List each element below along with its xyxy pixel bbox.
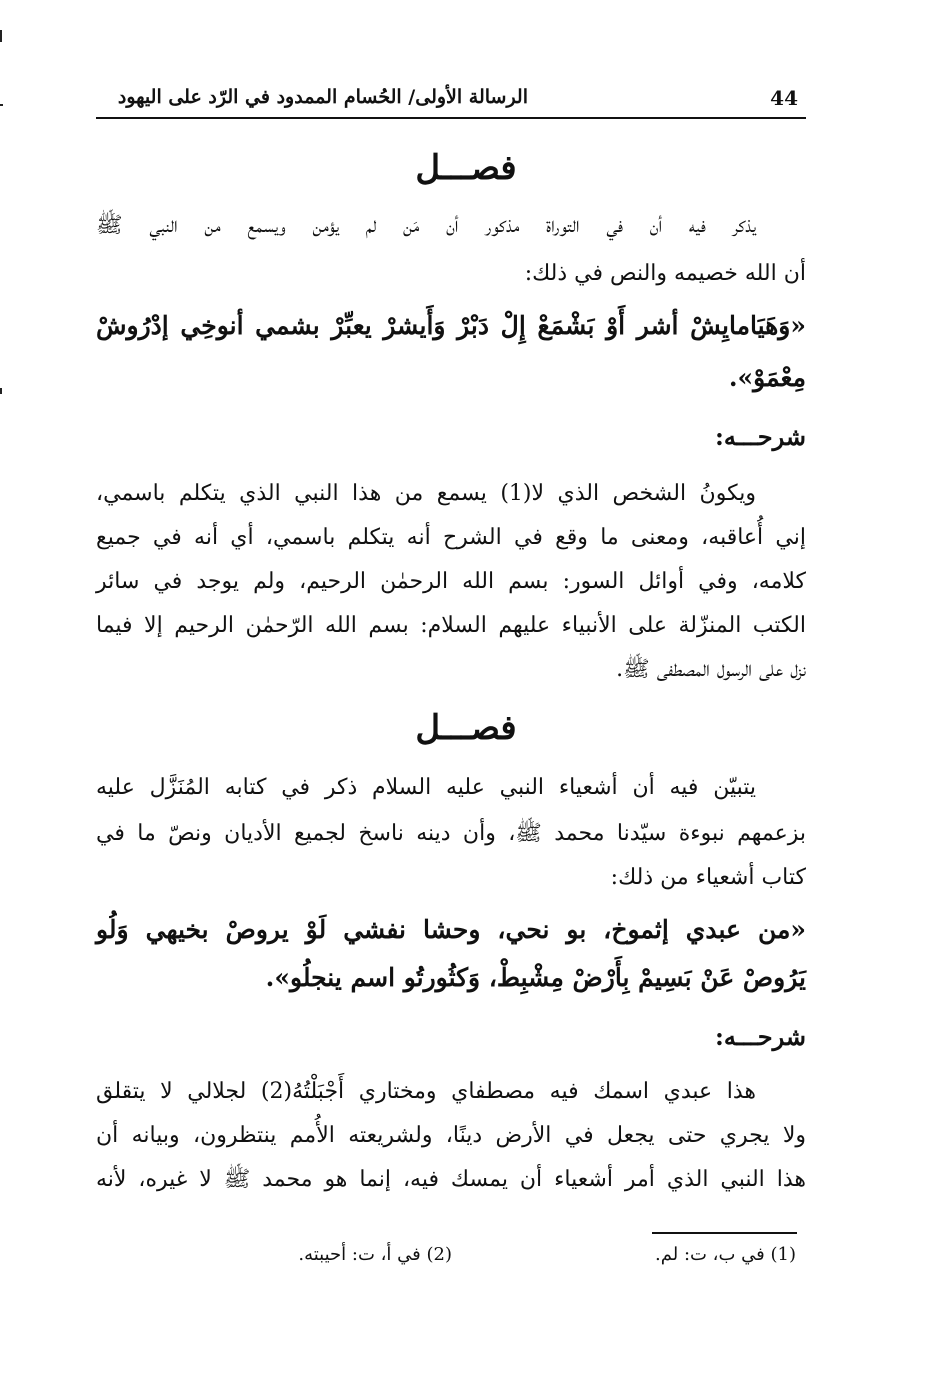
body-line: يذكر فيه أن في التوراة مذكور أن مَن لم يؤمن ويسمع من النبي ﷺ: [96, 213, 756, 238]
scan-edge-mark: [0, 104, 3, 106]
body-line: ولا يجري حتى يجعل في الأرض دينًا، ولشريعته الأُمم ينتظرون، وبيانه أن: [96, 1123, 806, 1148]
section-heading: فصـــل: [415, 148, 517, 188]
body-line: نزل على الرسول المصطفى ﷺ.: [616, 657, 806, 682]
header-rule: [96, 117, 806, 119]
body-line: الكتب المنزّلة على الأنبياء عليهم السلام: بسم الله الرّحمٰن الرحيم إلا فيما: [96, 613, 806, 638]
body-line: هذا النبي الذي أمر أشعياء أن يمسك فيه، إنما هو محمد ﷺ لا غيره، لأنه: [96, 1167, 806, 1192]
sharh-label: شرحـــه:: [714, 422, 806, 451]
quote-line: «من عبدي إثموخ، بو نحي، وحشا نفشي لَوْ يروصْ بخيهي وَلُو: [96, 915, 806, 944]
quote-line: يَرُوصْ عَنْ بَسِيمْ بِأَرْضْ مِشْبِطْ، وَكثُورتُو اسم ينجلُو».: [265, 963, 806, 992]
body-line: هذا عبدي اسمك فيه مصطفاي ومختاري أَجْبَلْتُهُ(2) لجلالي لا يتقلق: [96, 1079, 756, 1104]
footnote: (1) في ب، ت: لم.: [655, 1244, 796, 1265]
scan-edge-mark: [0, 30, 2, 42]
sharh-label: شرحـــه:: [714, 1022, 806, 1051]
running-header: [96, 84, 798, 114]
body-line: بزعمهم نبوءة سيّدنا محمد ﷺ، وأن دينه ناسخ لجميع الأديان ونصّ ما في: [96, 821, 806, 846]
section-heading: فصـــل: [415, 708, 517, 748]
quote-line: مِعْمَوْ».: [728, 363, 806, 392]
body-line: ويكونُ الشخص الذي لا(1) يسمع من هذا النبي الذي يتكلم باسمي،: [96, 481, 756, 506]
body-line: إني أُعاقبه، ومعنى ما وقع في الشرح أنه يتكلم باسمي، أي أنه في جميع: [96, 525, 806, 550]
footnote-rule: [652, 1232, 797, 1234]
quote-line: «وَهَيَامايِشْ أشر أَوْ بَشْمَعْ إِلْ دَبْرْ وَأَيشرْ يعبِّرْ بشمي أنوخِي إدْرُوشْ: [96, 311, 806, 340]
body-line: كتاب أشعياء من ذلك:: [610, 865, 806, 890]
body-line: أن الله خصيمه والنص في ذلك:: [524, 261, 806, 286]
body-line: كلامه، وفي أوائل السور: بسم الله الرحمٰن الرحيم، ولم يوجد في سائر: [96, 569, 806, 594]
footnote: (2) في أ، ت: أحيبته.: [298, 1244, 452, 1265]
running-header-title: الرسالة الأولى/ الحُسام الممدود في الرّد على اليهود: [117, 86, 528, 108]
scan-edge-mark: [0, 388, 2, 394]
body-line: يتبيّن فيه أن أشعياء النبي عليه السلام ذكر في كتابه المُنَزَّل عليه: [96, 775, 756, 800]
page-number: 44: [770, 86, 798, 110]
